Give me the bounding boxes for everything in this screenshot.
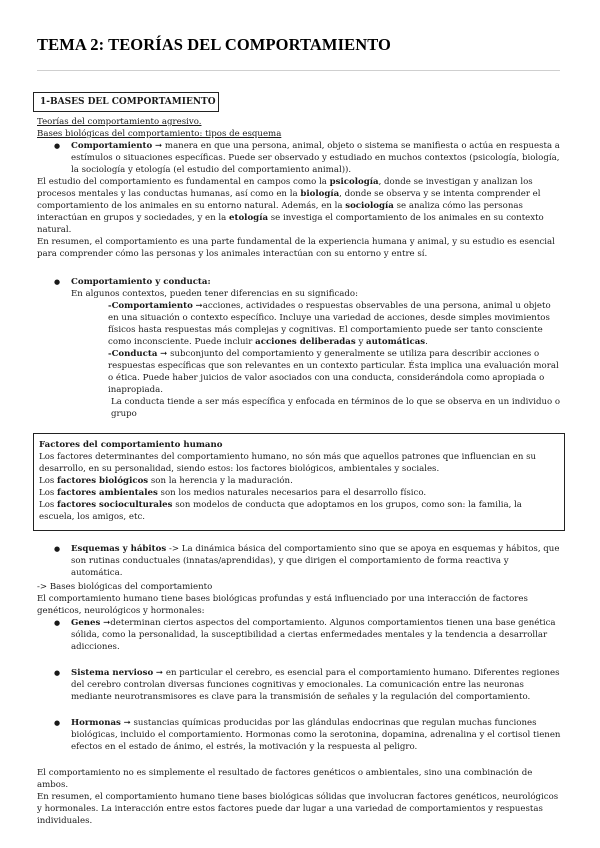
factor-biological: Los factores biológicos son la herencia y la maduración.	[39, 476, 293, 486]
link-comportamiento-agresivo[interactable]: Teorías del comportamiento agresivo.	[37, 117, 202, 127]
page-title: TEMA 2: TEORÍAS DEL COMPORTAMIENTO	[37, 35, 391, 54]
factor-sociocultural: Los factores socioculturales son modelos de conducta que adoptamos en los grupos, como son: la familia, la escuela, los amigos, etc.	[39, 500, 522, 522]
section-bases-biologicas	[37, 581, 562, 827]
definition-comportamiento: ➞ manera en que una persona, animal, objeto o sistema se manifiesta o actúa en respuesta a estímulos o situaciones específicas. Puede ser observado y estudiado en muchos contextos (psicología, biología, la sociología y etología (el estudio del comportamiento animal)).	[71, 141, 560, 175]
section-comportamiento-conducta	[37, 276, 562, 420]
paragraph: El comportamiento humano tiene bases biológicas profundas y está influenciado por una interacción de factores genéticos, neurológicos y hormonales:	[37, 594, 528, 616]
factors-intro: Los factores determinantes del comportamiento humano, no són más que aquellos patrones que influencian en su desarrollo, en su personalidad, siendo estos: los factores biológicos, ambientales y sociales.	[39, 452, 537, 474]
list-item-hormonas: ● Hormonas ➞ sustancias químicas producidas por las glándulas endocrinas que regulan muchas funciones biológicas, incluido el comportamiento. Hormonas como la serotonina, dopamina, adrenalina y el cortisol tienen efectos en el estado de ánimo, el estrés, la motivación y la respuesta al peligro.	[71, 717, 562, 753]
definition-comportamiento-detail: -Comportamiento ➞acciones, actividades o respuestas observables de una persona, animal u objeto en una situación o contexto específico. Incluye una variedad de acciones, desde simples movimientos físicos hasta respuestas más complejas y cognitivas. El comportamiento puede ser tanto consciente como inconsciente. Puede incluir acciones deliberadas y automáticas.	[108, 301, 551, 347]
section-heading: ● Comportamiento y conducta:	[71, 276, 562, 288]
paragraph: El comportamiento no es simplemente el resultado de factores genéticos o ambientales, sino una combinación de ambos.	[37, 768, 533, 790]
section-esquemas	[37, 543, 562, 579]
term-comportamiento: Comportamiento	[71, 141, 153, 151]
note-conducta: La conducta tiende a ser más específica y enfocada en términos de lo que se observa en un individuo o grupo	[111, 397, 561, 419]
title-divider	[37, 70, 560, 71]
list-item: ● Esquemas y hábitos -> La dinámica básica del comportamiento sino que se apoya en esquemas y hábitos, que son rutinas conductuales (innatas/aprendidas), y que dirigen el comportamiento de forma reactiva y automática.	[71, 543, 562, 579]
link-bases-biologicas[interactable]: Bases biológicas del comportamiento: tipos de esquema	[37, 129, 282, 139]
section-bases	[37, 116, 562, 260]
section-title-box: 1-BASES DEL COMPORTAMIENTO	[33, 92, 219, 112]
factor-environmental: Los factores ambientales son los medios naturales necesarios para el desarrollo físico.	[39, 488, 427, 498]
paragraph: En resumen, el comportamiento humano tiene bases biológicas sólidas que involucran factores genéticos, neurológicos y hormonales. La interacción entre estos factores puede dar lugar a una variedad de comportamientos y respuestas individuales.	[37, 792, 559, 826]
factors-title: Factores del comportamiento humano	[39, 440, 223, 450]
definition-conducta: -Conducta ➞ subconjunto del comportamiento y generalmente se utiliza para describir acciones o respuestas específicas que son relevantes en un contexto particular. Ésta implica una evaluación moral o ética. Puede haber juicios de valor asociados con una conducta, considerándola como apropiada o inapropiada.	[108, 349, 559, 395]
paragraph: En resumen, el comportamiento es una parte fundamental de la experiencia humana y animal, y su estudio es esencial para comprender cómo las personas y los animales interactúan con su entorno y entre sí.	[37, 237, 555, 259]
paragraph: En algunos contextos, pueden tener diferencias en su significado:	[71, 289, 358, 299]
list-item	[71, 140, 562, 176]
list-item-sistema-nervioso: ● Sistema nervioso ➞ en particular el cerebro, es esencial para el comportamiento humano. Diferentes regiones del cerebro controlan diversas funciones cognitivas y emocionales. La comunicación entre las neuronas mediante neurotransmisores es clave para la transmisión de señales y la regulación del comportamiento.	[71, 667, 562, 703]
section-heading: -> Bases biológicas del comportamiento	[37, 582, 213, 592]
list-item-genes: ● Genes ➞determinan ciertos aspectos del comportamiento. Algunos comportamientos tienen una base genética sólida, como la personalidad, la susceptibilidad a ciertas enfermedades mentales y la tendencia a desarrollar adicciones.	[71, 617, 562, 653]
factors-box	[33, 433, 565, 531]
paragraph: El estudio del comportamiento es fundamental en campos como la psicología, donde se investigan y analizan los procesos mentales y las conductas humanas, así como en la biología, donde se observa y se intenta comprender el comportamiento de los animales en su entorno natural. Además, en la sociología se analiza cómo las personas interactúan en grupos y sociedades, y en la etología se investiga el comportamiento de los animales en su contexto natural.	[37, 177, 544, 235]
